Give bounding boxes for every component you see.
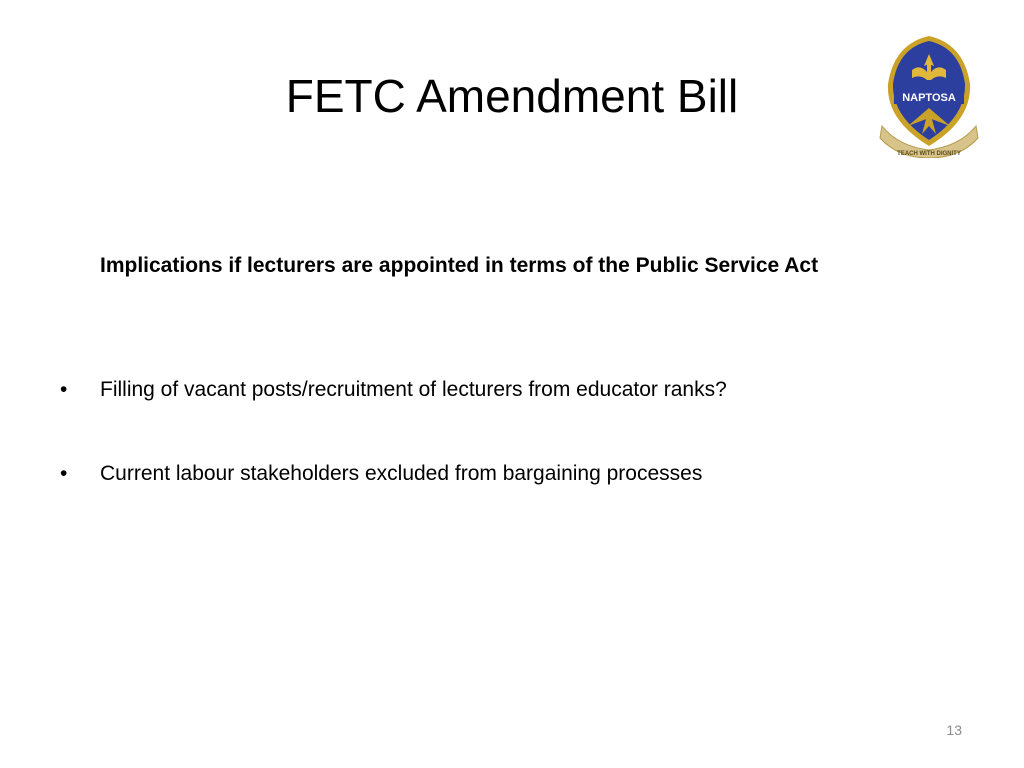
bullet-list bbox=[60, 372, 960, 540]
naptosa-logo-icon bbox=[878, 34, 980, 158]
slide-subheading: Implications if lecturers are appointed in terms of the Public Service Act bbox=[100, 254, 819, 277]
page-number: 13 bbox=[946, 722, 962, 738]
logo-motto-text: TEACH WITH DIGNITY bbox=[897, 151, 961, 157]
bullet-text: Current labour stakeholders excluded from bargaining processes bbox=[100, 462, 703, 485]
bullet-item bbox=[60, 456, 960, 492]
bullet-text: Filling of vacant posts/recruitment of lecturers from educator ranks? bbox=[100, 378, 727, 401]
naptosa-logo bbox=[878, 34, 980, 158]
bullet-item bbox=[60, 372, 960, 408]
logo-name-text: NAPTOSA bbox=[902, 92, 956, 104]
slide-title: FETC Amendment Bill bbox=[285, 70, 739, 122]
bullet-dot-icon: • bbox=[60, 462, 68, 485]
bullet-dot-icon: • bbox=[60, 378, 68, 401]
